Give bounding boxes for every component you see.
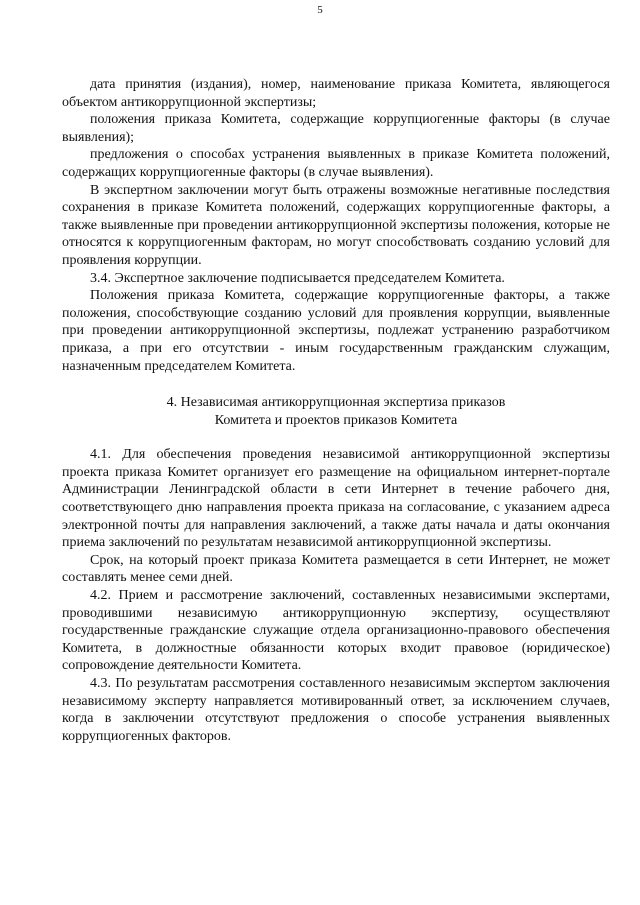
document-body bbox=[62, 76, 610, 745]
paragraph: Срок, на который проект приказа Комитета размещается в сети Интернет, не может составлять менее семи дней. bbox=[62, 552, 610, 586]
paragraph: 4.2. Прием и рассмотрение заключений, составленных независимыми экспертами, проводившими независимую антикоррупционную экспертизу, осуществляют государственные гражданские служащие отдела организационно-правового обеспечения Комитета, в должностные обязанности которых входит правовое (юридическое) сопровождение деятельности Комитета. bbox=[62, 588, 610, 674]
paragraph: предложения о способах устранения выявленных в приказе Комитета положений, содержащих коррупциогенные факторы (в случае выявления). bbox=[62, 147, 610, 180]
paragraph: 4.3. По результатам рассмотрения составленного независимым экспертом заключения независимому эксперту направляется мотивированный ответ, за исключением случаев, когда в заключении отсутствуют предложения о способе устранения выявленных коррупциогенных факторов. bbox=[62, 676, 610, 744]
paragraph: 3.4. Экспертное заключение подписывается председателем Комитета. bbox=[90, 270, 505, 286]
section-heading-line: 4. Независимая антикоррупционная экспертиза приказов bbox=[166, 395, 506, 411]
paragraph: дата принятия (издания), номер, наименование приказа Комитета, являющегося объектом антикоррупционной экспертизы; bbox=[62, 77, 610, 110]
section-heading bbox=[62, 394, 610, 429]
paragraph: 4.1. Для обеспечения проведения независимой антикоррупционной экспертизы проекта приказа Комитет организует его размещение на официальном интернет-портале Администрации Ленинградской области в сети Интернет в течение рабочего дня, соответствующего дню направления проекта приказа на согласование, с указанием адреса электронной почты для направления заключений, а также даты начала и даты окончания приема заключений по результатам независимой антикоррупционной экспертизы. bbox=[62, 447, 610, 551]
paragraph: В экспертном заключении могут быть отражены возможные негативные последствия сохранения в приказе Комитета положений, содержащих коррупциогенные факторы, а также выявленные при проведении антикоррупционной экспертизы положения, которые не относятся к коррупциогенным факторам, но могут способствовать созданию условий для проявления коррупции. bbox=[62, 182, 610, 268]
section-heading-line: Комитета и проектов приказов Комитета bbox=[214, 412, 458, 428]
paragraph: Положения приказа Комитета, содержащие коррупциогенные факторы, а также положения, способствующие созданию условий для проявления коррупции, выявленные при проведении антикоррупционной экспертизы, подлежат устранению разработчиком приказа, а при его отсутствии - иным государственным гражданским служащим, назначенным председателем Комитета. bbox=[62, 288, 610, 374]
paragraph: положения приказа Комитета, содержащие коррупциогенные факторы (в случае выявления); bbox=[62, 112, 610, 145]
page-number: 5 bbox=[317, 4, 323, 16]
